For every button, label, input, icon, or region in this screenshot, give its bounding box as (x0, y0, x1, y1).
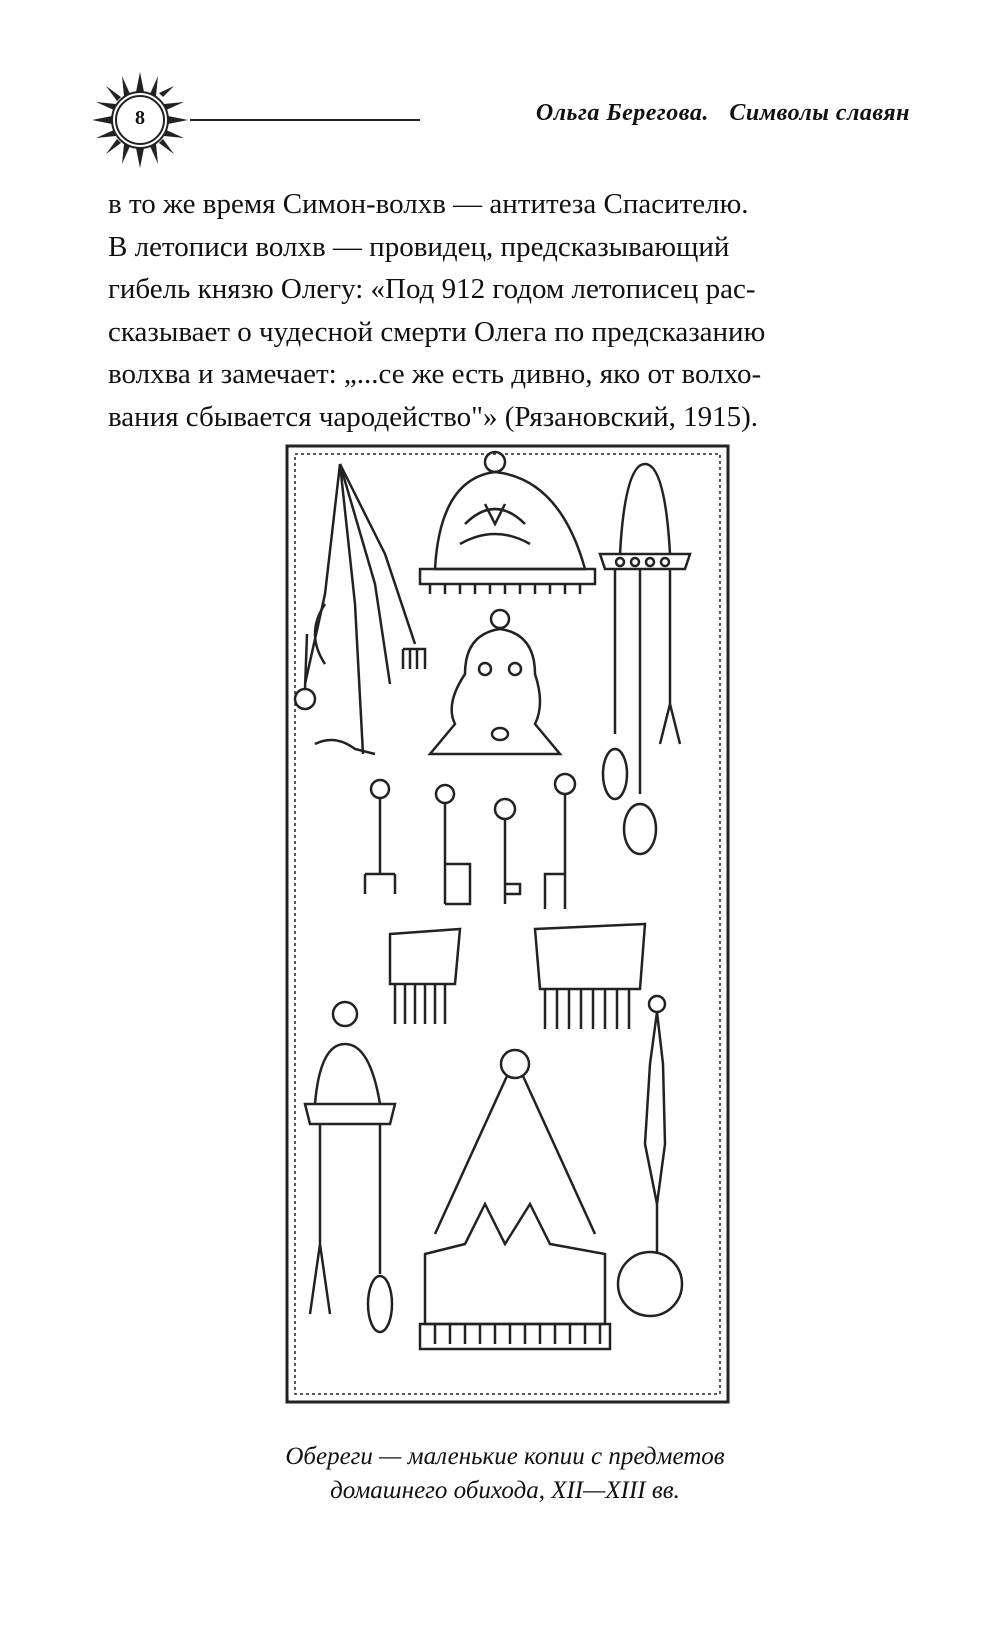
book-title: Символы славян (729, 100, 910, 126)
page-header (90, 70, 910, 165)
text-line: гибель князю Олегу: «Под 912 годом летописец рас- (108, 273, 756, 305)
text-line: вания сбывается чародейство"» (Рязановский, 1915). (108, 400, 759, 433)
running-head (536, 100, 910, 127)
caption-line: Обереги — маленькие копии с предметов (285, 1443, 725, 1470)
author-name: Ольга Берегова. (535, 100, 709, 126)
text-line: волхва и замечает: „...се же есть дивно, яко от волхо- (108, 358, 762, 390)
figure-spoon (618, 996, 682, 1316)
figure-caption (150, 1440, 860, 1508)
idol-pendant (430, 610, 560, 754)
text-line: сказывает о чудесной смерти Олега по предсказанию (108, 315, 766, 348)
text-line: В летописи волхв — провидец, предсказывающий (108, 230, 730, 263)
header-rule (190, 119, 420, 121)
comb-pair (390, 924, 645, 1029)
chain-pendant-left (295, 464, 425, 754)
amulets-illustration (285, 444, 730, 1404)
text-line: в то же время Симон-волхв — антитеза Спасителю. (108, 188, 749, 220)
crown-pendant (420, 1050, 610, 1349)
spoon-pendant-left (305, 1002, 395, 1332)
keys-row (365, 774, 575, 909)
caption-line: домашнего обихода, XII—XIII вв. (330, 1477, 680, 1504)
comb-pendant-top (420, 452, 595, 594)
body-paragraph (108, 183, 902, 438)
page-number: 8 (135, 107, 145, 129)
chain-pendant-right (600, 464, 690, 854)
